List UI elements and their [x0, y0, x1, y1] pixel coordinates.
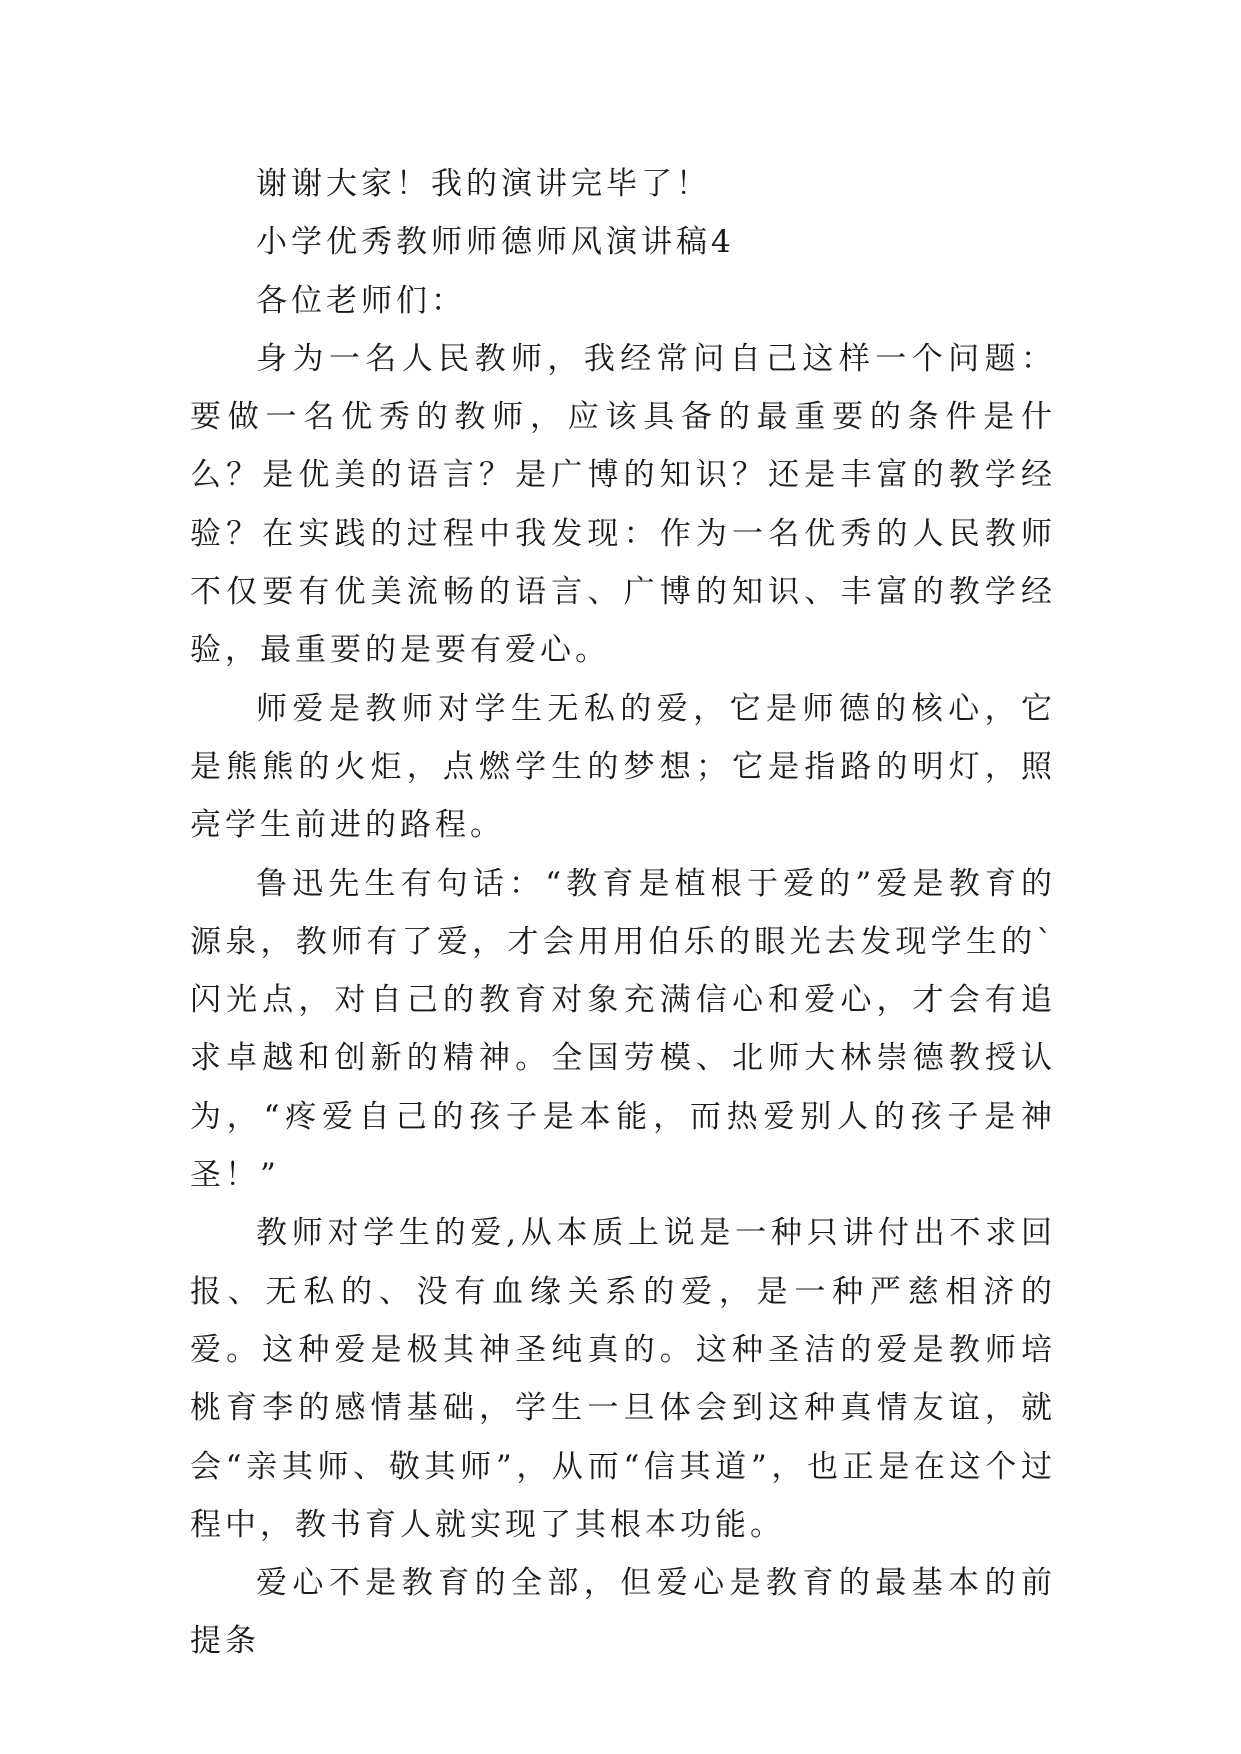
- paragraph: 身为一名人民教师，我经常问自己这样一个问题：要做一名优秀的教师，应该具备的最重要的条件是什么？是优美的语言？是广博的知识？还是丰富的教学经验？在实践的过程中我发现：作为一名优秀的人民教师不仅要有优美流畅的语言、广博的知识、丰富的教学经验，最重要的是要有爱心。: [190, 340, 1056, 669]
- document-body: [190, 155, 1056, 1671]
- speech-title: 小学优秀教师师德师风演讲稿4: [256, 224, 735, 261]
- closing-line: 谢谢大家！我的演讲完毕了！: [256, 166, 711, 202]
- salutation: 各位老师们：: [256, 282, 466, 319]
- paragraph: 爱心不是教育的全部，但爱心是教育的最基本的前提条: [190, 1565, 1056, 1660]
- paragraph: 鲁迅先生有句话：“教育是植根于爱的”爱是教育的源泉，教师有了爱，才会用用伯乐的眼光去发现学生的`闪光点，对自己的教育对象充满信心和爱心，才会有追求卓越和创新的精神。全国劳模、北师大林崇德教授认为，“疼爱自己的孩子是本能，而热爱别人的孩子是神圣！”: [190, 865, 1056, 1194]
- paragraph: 教师对学生的爱,从本质上说是一种只讲付出不求回报、无私的、没有血缘关系的爱，是一种严慈相济的爱。这种爱是极其神圣纯真的。这种圣洁的爱是教师培桃育李的感情基础，学生一旦体会到这种真情友谊，就会“亲其师、敬其师”，从而“信其道”，也正是在这个过程中，教书育人就实现了其根本功能。: [190, 1215, 1056, 1543]
- paragraph: 师爱是教师对学生无私的爱，它是师德的核心，它是熊熊的火炬，点燃学生的梦想；它是指路的明灯，照亮学生前进的路程。: [190, 690, 1056, 844]
